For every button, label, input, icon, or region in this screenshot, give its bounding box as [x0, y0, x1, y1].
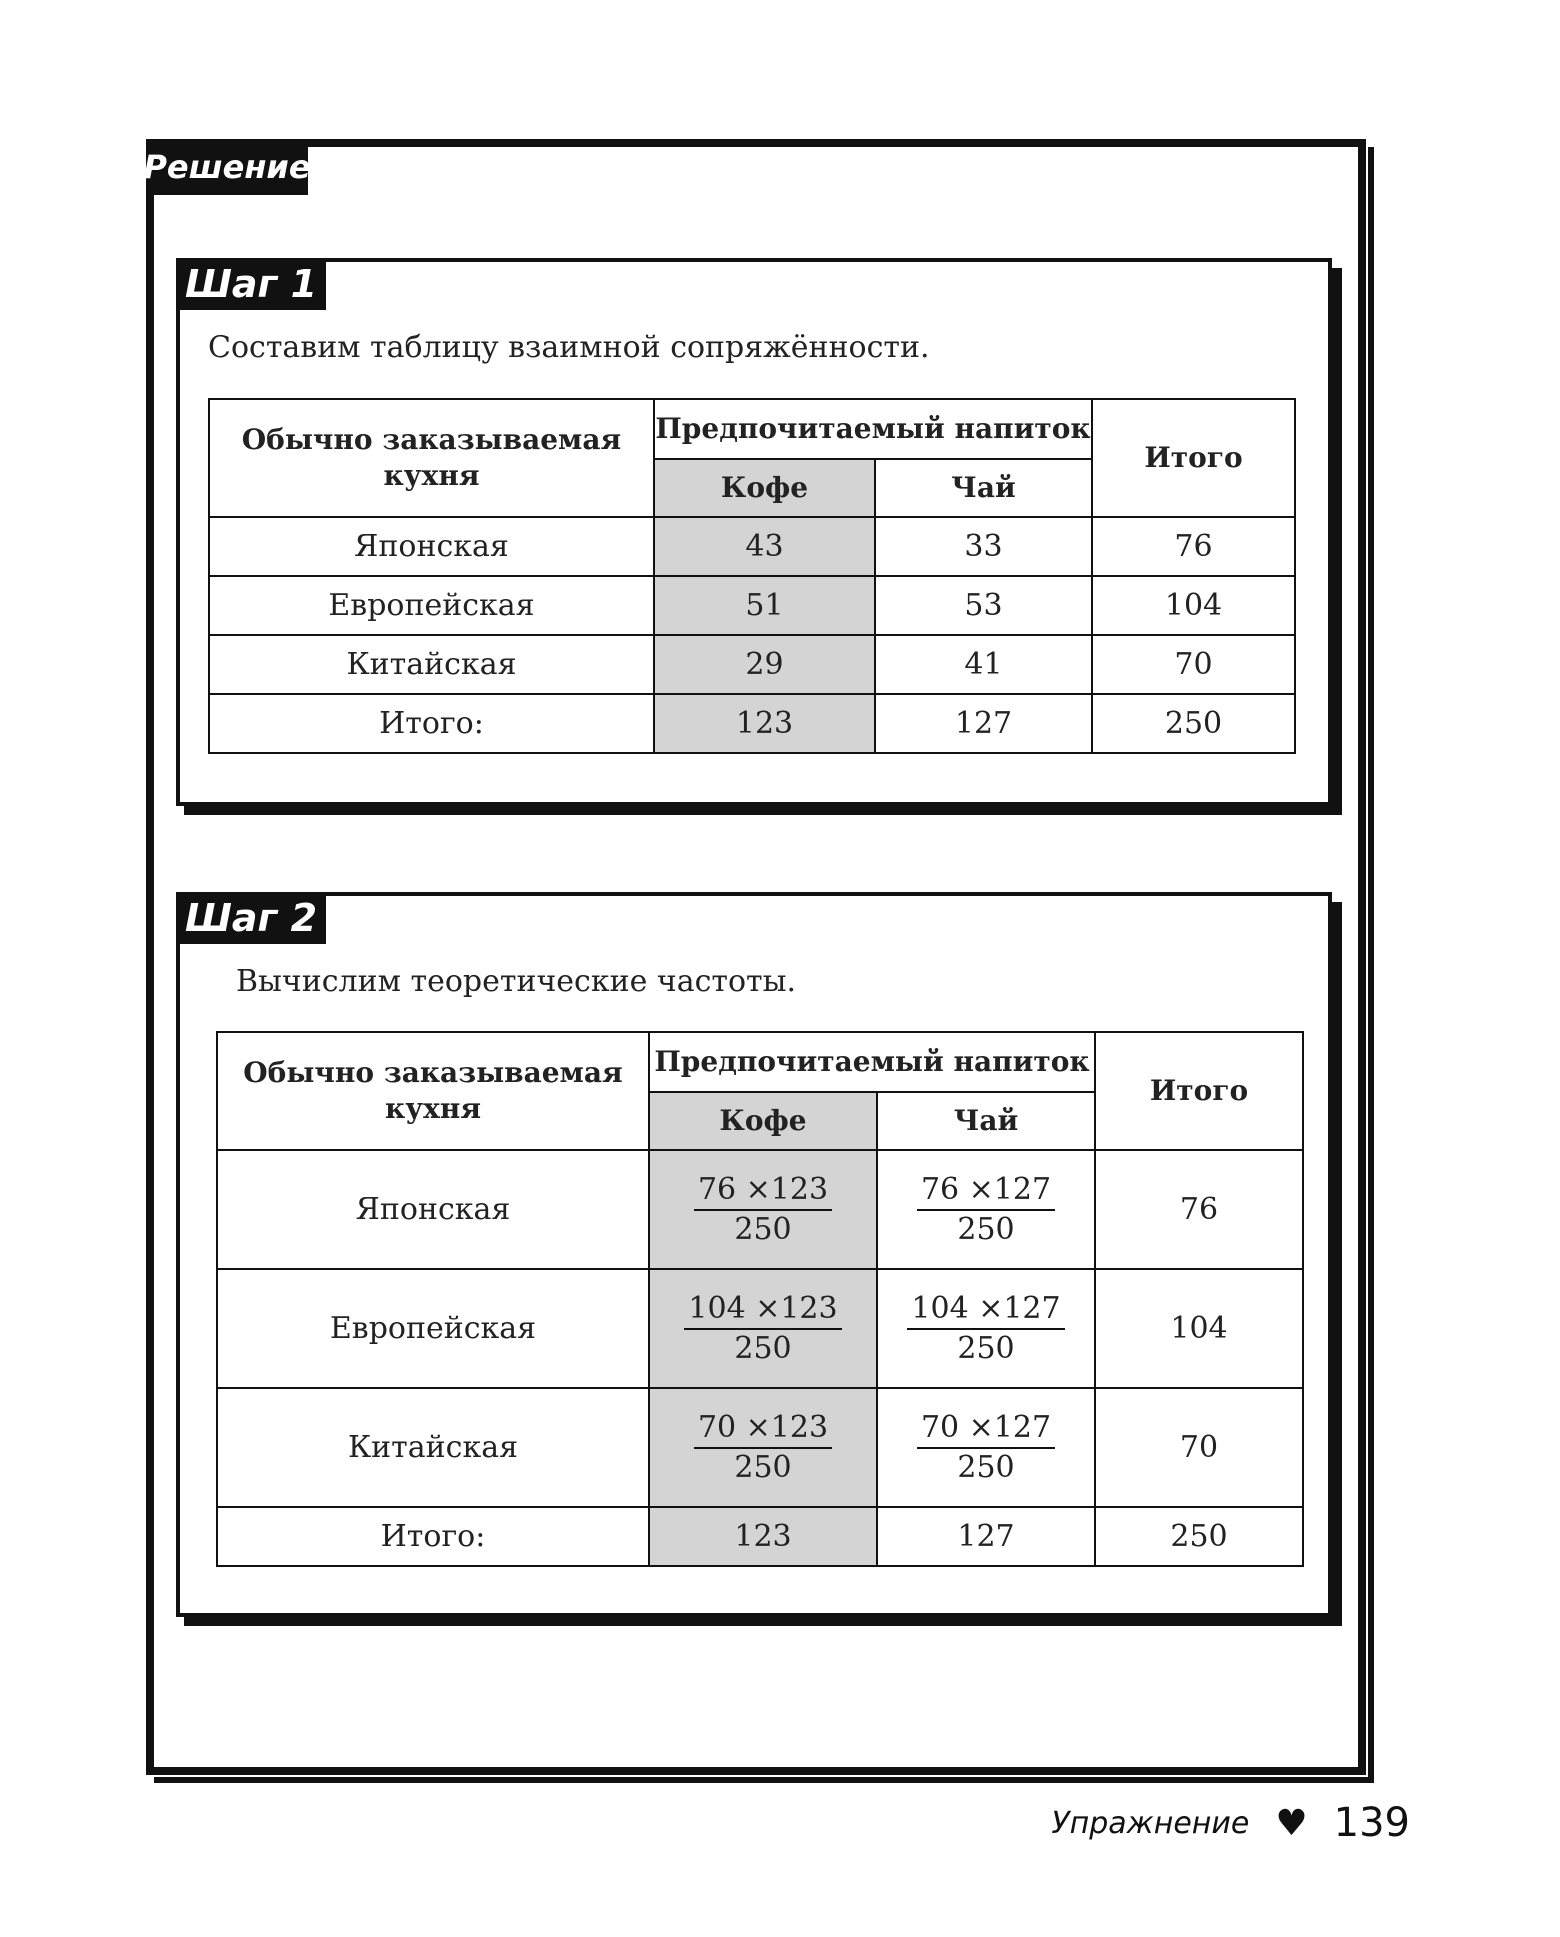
fraction-denominator: 250: [734, 1211, 792, 1247]
row-header: Обычно заказываемая кухня: [217, 1032, 649, 1150]
total-header: Итого: [1092, 399, 1295, 517]
step2-shadow-bottom: [184, 1616, 1342, 1626]
heart-icon: ♥: [1275, 1802, 1308, 1844]
fraction: [917, 1171, 1055, 1249]
tea-cell: 41: [875, 635, 1092, 694]
fraction-denominator: 250: [734, 1330, 792, 1366]
step2-tag: Шаг 2: [176, 892, 326, 944]
step1-shadow-right: [1332, 268, 1342, 815]
coffee-header: Кофе: [654, 459, 875, 517]
table-row: [209, 576, 1295, 635]
fraction-denominator: 250: [957, 1449, 1015, 1485]
fraction-numerator: 104 ×123: [684, 1290, 841, 1330]
row-label: Итого:: [217, 1507, 649, 1566]
footer-section-label: Упражнение: [1051, 1805, 1250, 1841]
table-row: [209, 694, 1295, 753]
total-cell: 76: [1095, 1150, 1303, 1269]
coffee-fraction-cell: [649, 1150, 877, 1269]
total-cell: 250: [1092, 694, 1295, 753]
coffee-header: Кофе: [649, 1092, 877, 1150]
fraction-denominator: 250: [734, 1449, 792, 1485]
coffee-fraction-cell: [649, 1269, 877, 1388]
coffee-cell: 51: [654, 576, 875, 635]
step1-text: Составим таблицу взаимной сопряжённости.: [208, 330, 930, 365]
tea-fraction-cell: [877, 1150, 1095, 1269]
row-label: Японская: [217, 1150, 649, 1269]
coffee-cell: 43: [654, 517, 875, 576]
fraction: [917, 1409, 1055, 1487]
expected-frequency-table: [216, 1031, 1304, 1567]
fraction-numerator: 70 ×127: [917, 1409, 1055, 1449]
fraction: [907, 1290, 1064, 1368]
fraction-numerator: 104 ×127: [907, 1290, 1064, 1330]
table-row: [217, 1269, 1303, 1388]
tea-fraction-cell: [877, 1388, 1095, 1507]
total-cell: 104: [1095, 1269, 1303, 1388]
fraction: [684, 1290, 841, 1368]
step1-shadow-bottom: [184, 805, 1342, 815]
fraction-numerator: 76 ×127: [917, 1171, 1055, 1211]
group-header: Предпочитаемый напиток: [649, 1032, 1095, 1092]
row-label: Европейская: [217, 1269, 649, 1388]
row-label: Китайская: [217, 1388, 649, 1507]
fraction-denominator: 250: [957, 1211, 1015, 1247]
fraction-numerator: 70 ×123: [694, 1409, 832, 1449]
coffee-cell: 29: [654, 635, 875, 694]
total-cell: 104: [1092, 576, 1295, 635]
coffee-fraction-cell: [649, 1388, 877, 1507]
step1-tag: Шаг 1: [176, 258, 326, 310]
row-label: Японская: [209, 517, 654, 576]
tea-cell: 127: [877, 1507, 1095, 1566]
fraction-numerator: 76 ×123: [694, 1171, 832, 1211]
page-number: 139: [1333, 1800, 1410, 1846]
table-row: [217, 1507, 1303, 1566]
total-cell: 76: [1092, 517, 1295, 576]
tea-cell: 53: [875, 576, 1092, 635]
row-label: Европейская: [209, 576, 654, 635]
step2-shadow-right: [1332, 902, 1342, 1626]
fraction: [694, 1171, 832, 1249]
coffee-cell: 123: [649, 1507, 877, 1566]
row-label: Итого:: [209, 694, 654, 753]
tea-fraction-cell: [877, 1269, 1095, 1388]
page-footer: [1051, 1800, 1410, 1846]
contingency-table: [208, 398, 1296, 754]
tea-header: Чай: [877, 1092, 1095, 1150]
row-label: Китайская: [209, 635, 654, 694]
tea-cell: 127: [875, 694, 1092, 753]
tea-header: Чай: [875, 459, 1092, 517]
table-row: [209, 517, 1295, 576]
row-header: Обычно заказываемая кухня: [209, 399, 654, 517]
table-row: [217, 1388, 1303, 1507]
total-cell: 70: [1092, 635, 1295, 694]
solution-label: Решение: [146, 139, 308, 195]
fraction: [694, 1409, 832, 1487]
total-cell: 70: [1095, 1388, 1303, 1507]
total-header: Итого: [1095, 1032, 1303, 1150]
tea-cell: 33: [875, 517, 1092, 576]
table-row: [217, 1150, 1303, 1269]
group-header: Предпочитаемый напиток: [654, 399, 1092, 459]
table-row: [209, 635, 1295, 694]
coffee-cell: 123: [654, 694, 875, 753]
total-cell: 250: [1095, 1507, 1303, 1566]
fraction-denominator: 250: [957, 1330, 1015, 1366]
step2-text: Вычислим теоретические частоты.: [236, 964, 797, 999]
